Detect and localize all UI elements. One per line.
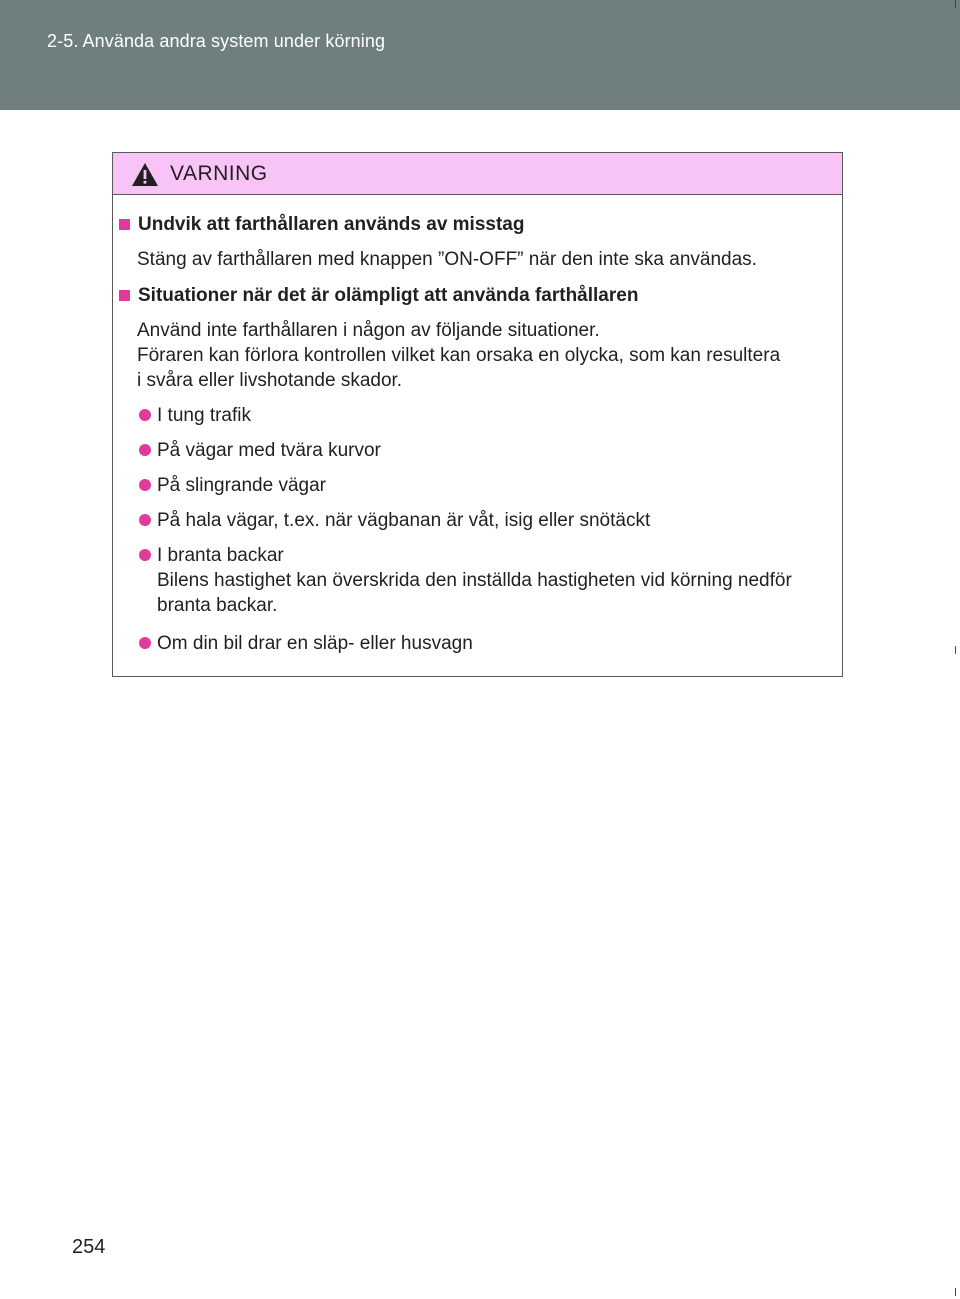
round-bullet-icon bbox=[139, 444, 151, 456]
warning-triangle-icon bbox=[131, 162, 159, 187]
list-item-text: branta backar. bbox=[157, 595, 278, 616]
list-item-text: Om din bil drar en släp- eller husvagn bbox=[157, 633, 473, 654]
warning-title: VARNING bbox=[170, 162, 268, 185]
chapter-title: 2-5. Använda andra system under körning bbox=[47, 31, 386, 51]
section-title: Situationer när det är olämpligt att använda farthållaren bbox=[138, 285, 639, 306]
list-item-text: I branta backar bbox=[157, 545, 284, 566]
crop-mark bbox=[955, 0, 956, 8]
list-item-text: På vägar med tvära kurvor bbox=[157, 440, 381, 461]
round-bullet-icon bbox=[139, 409, 151, 421]
list-item-text: På hala vägar, t.ex. när vägbanan är våt, isig eller snötäckt bbox=[157, 510, 651, 531]
page-number: 254 bbox=[72, 1236, 106, 1258]
round-bullet-icon bbox=[139, 637, 151, 649]
crop-mark bbox=[955, 646, 956, 654]
list-item-text: På slingrande vägar bbox=[157, 475, 326, 496]
section-paragraph: i svåra eller livshotande skador. bbox=[137, 370, 403, 391]
round-bullet-icon bbox=[139, 479, 151, 491]
round-bullet-icon bbox=[139, 514, 151, 526]
section-paragraph: Använd inte farthållaren i någon av följande situationer. bbox=[137, 320, 600, 341]
section-title: Undvik att farthållaren används av misstag bbox=[138, 214, 525, 235]
chapter-header bbox=[0, 0, 960, 110]
warning-box bbox=[112, 152, 843, 677]
crop-mark bbox=[955, 1288, 956, 1296]
section-paragraph: Föraren kan förlora kontrollen vilket kan orsaka en olycka, som kan resultera bbox=[137, 345, 781, 366]
section-paragraph: Stäng av farthållaren med knappen ”ON-OFF” när den inte ska användas. bbox=[137, 249, 757, 270]
square-bullet-icon bbox=[119, 219, 130, 230]
round-bullet-icon bbox=[139, 549, 151, 561]
square-bullet-icon bbox=[119, 290, 130, 301]
list-item-text: I tung trafik bbox=[157, 405, 251, 426]
list-item-text: Bilens hastighet kan överskrida den inställda hastigheten vid körning nedför bbox=[157, 570, 792, 591]
warning-header bbox=[113, 153, 842, 195]
